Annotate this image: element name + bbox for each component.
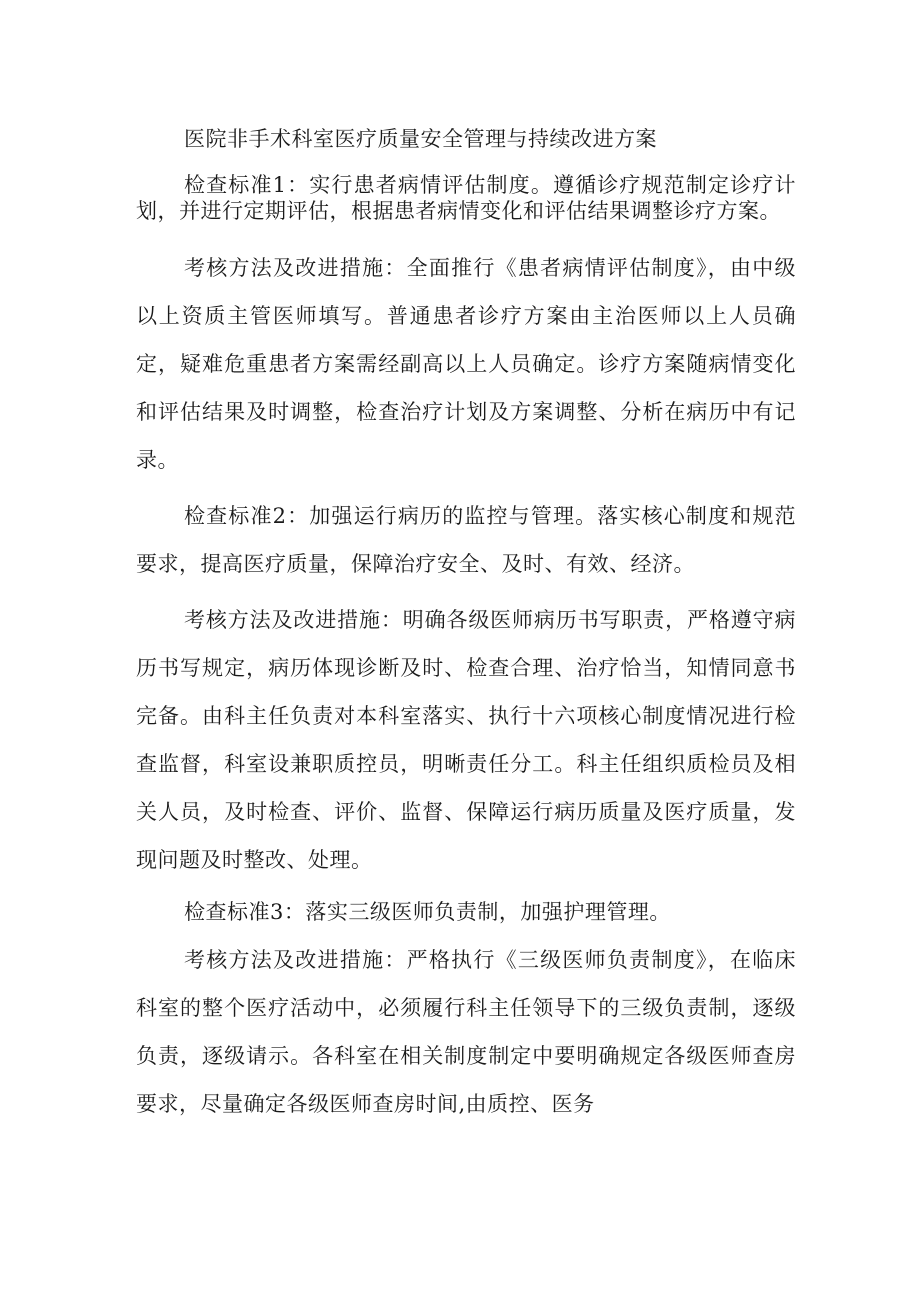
document-body <box>136 116 796 1136</box>
paragraph-standard-2: 检查标准2：加强运行病历的监控与管理。落实核心制度和规范要求，提高医疗质量，保障治疗安全、及时、有效、经济。 <box>136 504 796 576</box>
paragraph-standard-3: 检查标准3：落实三级医师负责制，加强护理管理。 <box>184 900 671 924</box>
document-title: 医院非手术科室医疗质量安全管理与持续改进方案 <box>184 127 657 151</box>
paragraph-method-2: 考核方法及改进措施：明确各级医师病历书写职责，严格遵守病历书写规定，病历体现诊断及时、检查合理、治疗恰当，知情同意书完备。由科主任负责对本科室落实、执行十六项核心制度情况进行检查监督，科室设兼职质控员，明晰责任分工。科主任组织质检员及相关人员，及时检查、评价、监督、保障运行病历质量及医疗质量，发现问题及时整改、处理。 <box>136 608 796 872</box>
paragraph-method-1: 考核方法及改进措施：全面推行《患者病情评估制度》，由中级以上资质主管医师填写。普通患者诊疗方案由主治医师以上人员确定，疑难危重患者方案需经副高以上人员确定。诊疗方案随病情变化和评估结果及时调整，检查治疗计划及方案调整、分析在病历中有记录。 <box>136 256 796 472</box>
paragraph-method-3: 考核方法及改进措施：严格执行《三级医师负责制度》，在临床科室的整个医疗活动中，必须履行科主任领导下的三级负责制，逐级负责，逐级请示。各科室在相关制度制定中要明确规定各级医师查房要求，尽量确定各级医师查房时间,由质控、医务 <box>136 948 796 1116</box>
paragraph-standard-1: 检查标准1：实行患者病情评估制度。遵循诊疗规范制定诊疗计划，并进行定期评估，根据患者病情变化和评估结果调整诊疗方案。 <box>136 173 796 223</box>
